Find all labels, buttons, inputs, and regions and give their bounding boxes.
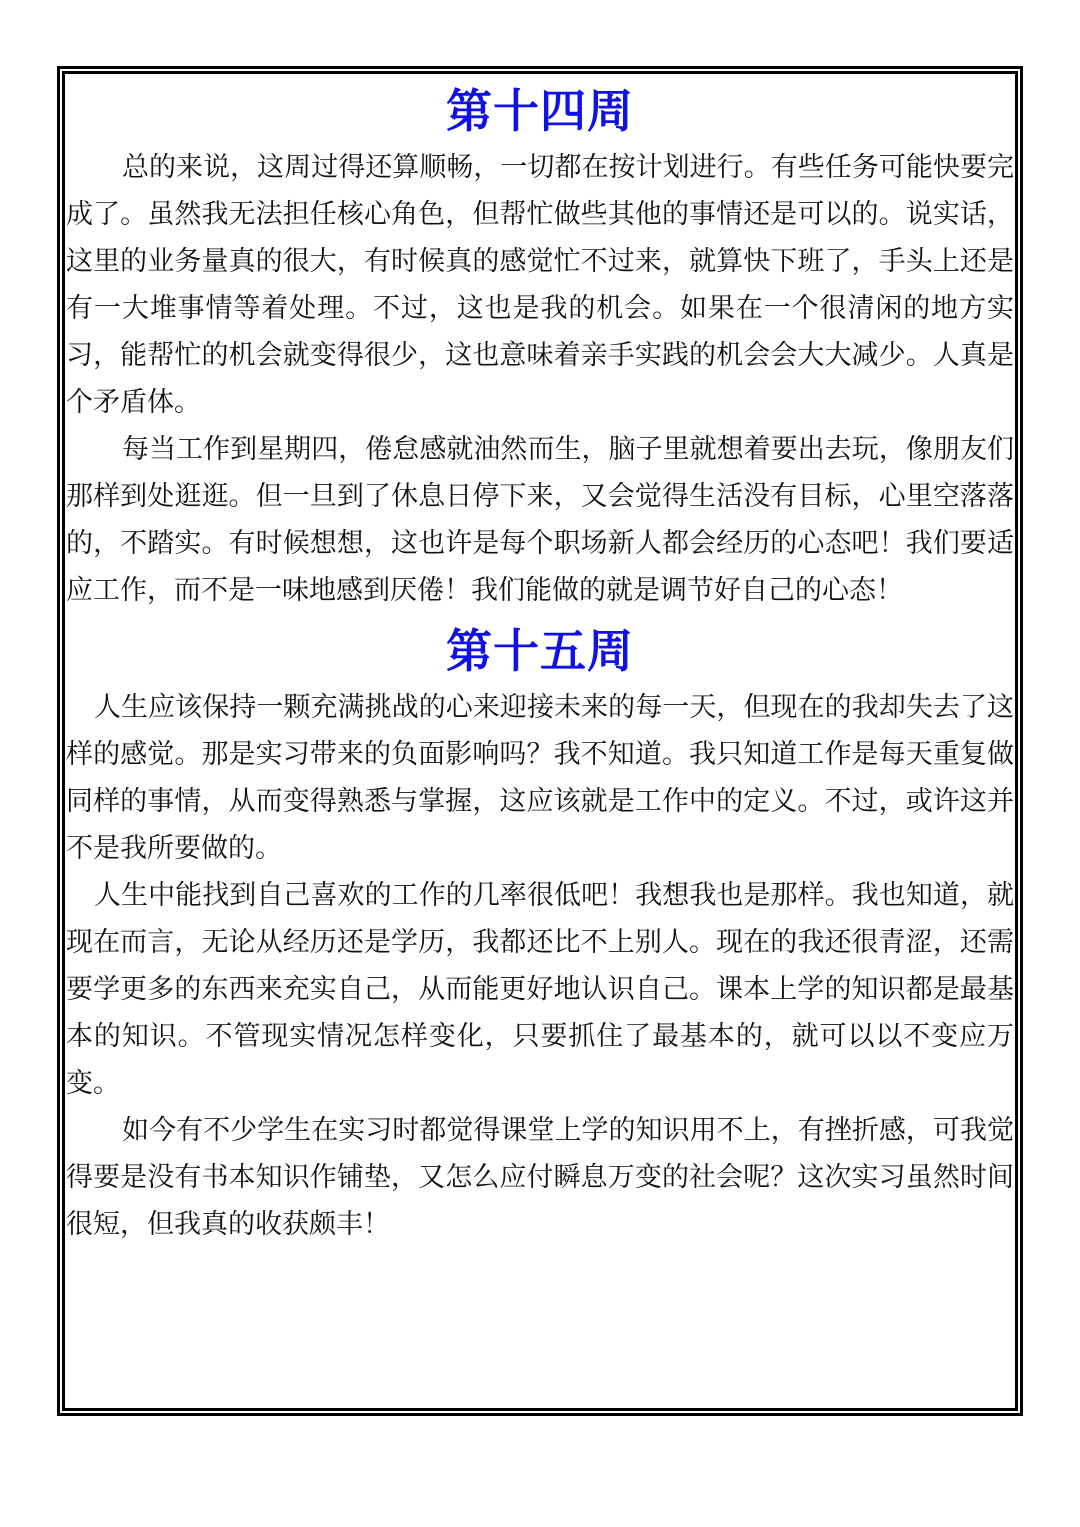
week-15-paragraph-2: 人生中能找到自己喜欢的工作的几率很低吧！我想我也是那样。我也知道，就现在而言，无论从经历还是学历，我都还比不上别人。现在的我还很青涩，还需要学更多的东西来充实自己，从而能更好地认识自己。课本上学的知识都是最基本的知识。不管现实情况怎样变化，只要抓住了最基本的，就可以以不变应万变。 (66, 880, 1014, 1099)
week-15-paragraph-1: 人生应该保持一颗充满挑战的心来迎接未来的每一天，但现在的我却失去了这样的感觉。那是实习带来的负面影响吗？我不知道。我只知道工作是每天重复做同样的事情，从而变得熟悉与掌握，这应该就是工作中的定义。不过，或许这并不是我所要做的。 (66, 692, 1014, 864)
week-15-title: 第十五周 (446, 624, 634, 678)
document-body (66, 78, 1014, 1248)
week-15-section (66, 618, 1014, 1248)
week-14-section (66, 78, 1014, 614)
week-15-paragraph-3: 如今有不少学生在实习时都觉得课堂上学的知识用不上，有挫折感，可我觉得要是没有书本知识作铺垫，又怎么应付瞬息万变的社会呢？这次实习虽然时间很短，但我真的收获颇丰！ (66, 1115, 1014, 1240)
week-14-title: 第十四周 (446, 84, 634, 138)
week-14-paragraph-2: 每当工作到星期四，倦怠感就油然而生，脑子里就想着要出去玩，像朋友们那样到处逛逛。但一旦到了休息日停下来，又会觉得生活没有目标，心里空落落的，不踏实。有时候想想，这也许是每个职场新人都会经历的心态吧！我们要适应工作，而不是一味地感到厌倦！我们能做的就是调节好自己的心态！ (66, 434, 1014, 606)
week-14-paragraph-1: 总的来说，这周过得还算顺畅，一切都在按计划进行。有些任务可能快要完成了。虽然我无法担任核心角色，但帮忙做些其他的事情还是可以的。说实话，这里的业务量真的很大，有时候真的感觉忙不过来，就算快下班了，手头上还是有一大堆事情等着处理。不过，这也是我的机会。如果在一个很清闲的地方实习，能帮忙的机会就变得很少，这也意味着亲手实践的机会会大大减少。人真是个矛盾体。 (66, 152, 1014, 418)
